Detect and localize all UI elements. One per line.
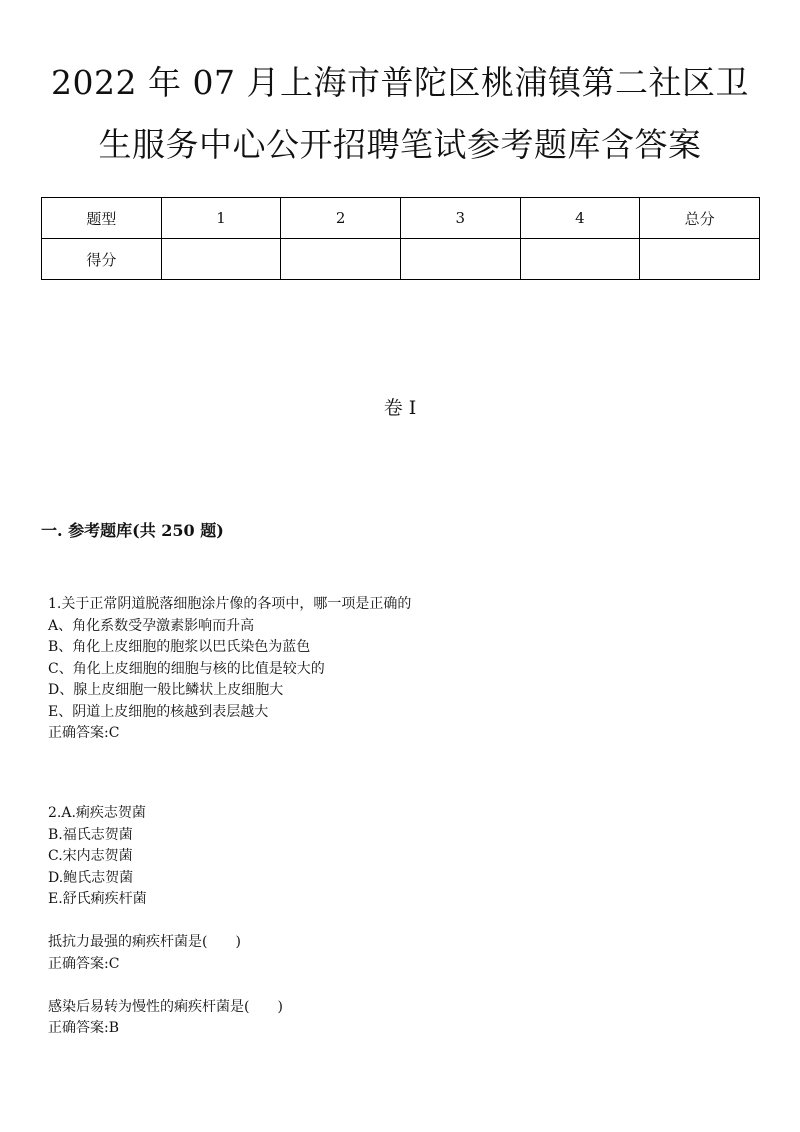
option-e: E、阴道上皮细胞的核越到表层越大: [48, 703, 269, 720]
score-cell-4: [520, 239, 640, 280]
option-a: 2.A.痢疾志贺菌: [48, 805, 146, 821]
option-a: A、角化系数受孕激素影响而升高: [48, 617, 255, 634]
score-table: [41, 197, 760, 280]
question-stem: 1.关于正常阴道脱落细胞涂片像的各项中，哪一项是正确的: [48, 596, 412, 612]
row-label-score: 得分: [42, 239, 162, 280]
option-c: C.宋内志贺菌: [48, 848, 133, 864]
option-d: D.鲍氏志贺菌: [48, 869, 134, 886]
option-e: E.舒氏痢疾杆菌: [48, 891, 147, 907]
answer: 正确答案:C: [48, 725, 120, 741]
score-cell-2: [281, 239, 401, 280]
sub-question-stem: 抵抗力最强的痢疾杆菌是( ): [48, 934, 241, 950]
score-cell-3: [400, 239, 520, 280]
score-cell-total: [640, 239, 760, 280]
score-cell-1: [161, 239, 281, 280]
answer: 正确答案:B: [48, 1020, 120, 1036]
sub-question-stem: 感染后易转为慢性的痢疾杆菌是( ): [48, 998, 283, 1015]
option-b: B.福氏志贺菌: [48, 826, 133, 843]
title-line-1: 2022 年 07 月上海市普陀区桃浦镇第二社区卫: [51, 63, 749, 102]
header-cell-type: 题型: [42, 198, 162, 239]
option-d: D、腺上皮细胞一般比鳞状上皮细胞大: [48, 682, 284, 698]
header-cell-4: 4: [520, 198, 640, 239]
answer: 正确答案:C: [48, 955, 120, 972]
question-1: [48, 594, 411, 745]
score-table-header-row: [42, 198, 760, 239]
score-table-score-row: [42, 239, 760, 280]
section-title: 卷 I: [383, 397, 417, 419]
header-cell-1: 1: [161, 198, 281, 239]
option-c: C、角化上皮细胞的细胞与核的比值是较大的: [48, 660, 325, 677]
header-cell-total: 总分: [640, 198, 760, 239]
header-cell-2: 2: [281, 198, 401, 239]
spacer: [48, 911, 283, 933]
header-cell-3: 3: [400, 198, 520, 239]
part-heading: 一. 参考题库(共 250 题): [41, 521, 224, 540]
question-2: [48, 803, 283, 1040]
option-b: B、角化上皮细胞的胞浆以巴氏染色为蓝色: [48, 639, 311, 655]
spacer: [48, 975, 283, 997]
document-title: [0, 52, 800, 176]
title-line-2: 生服务中心公开招聘笔试参考题库含答案: [98, 125, 702, 164]
